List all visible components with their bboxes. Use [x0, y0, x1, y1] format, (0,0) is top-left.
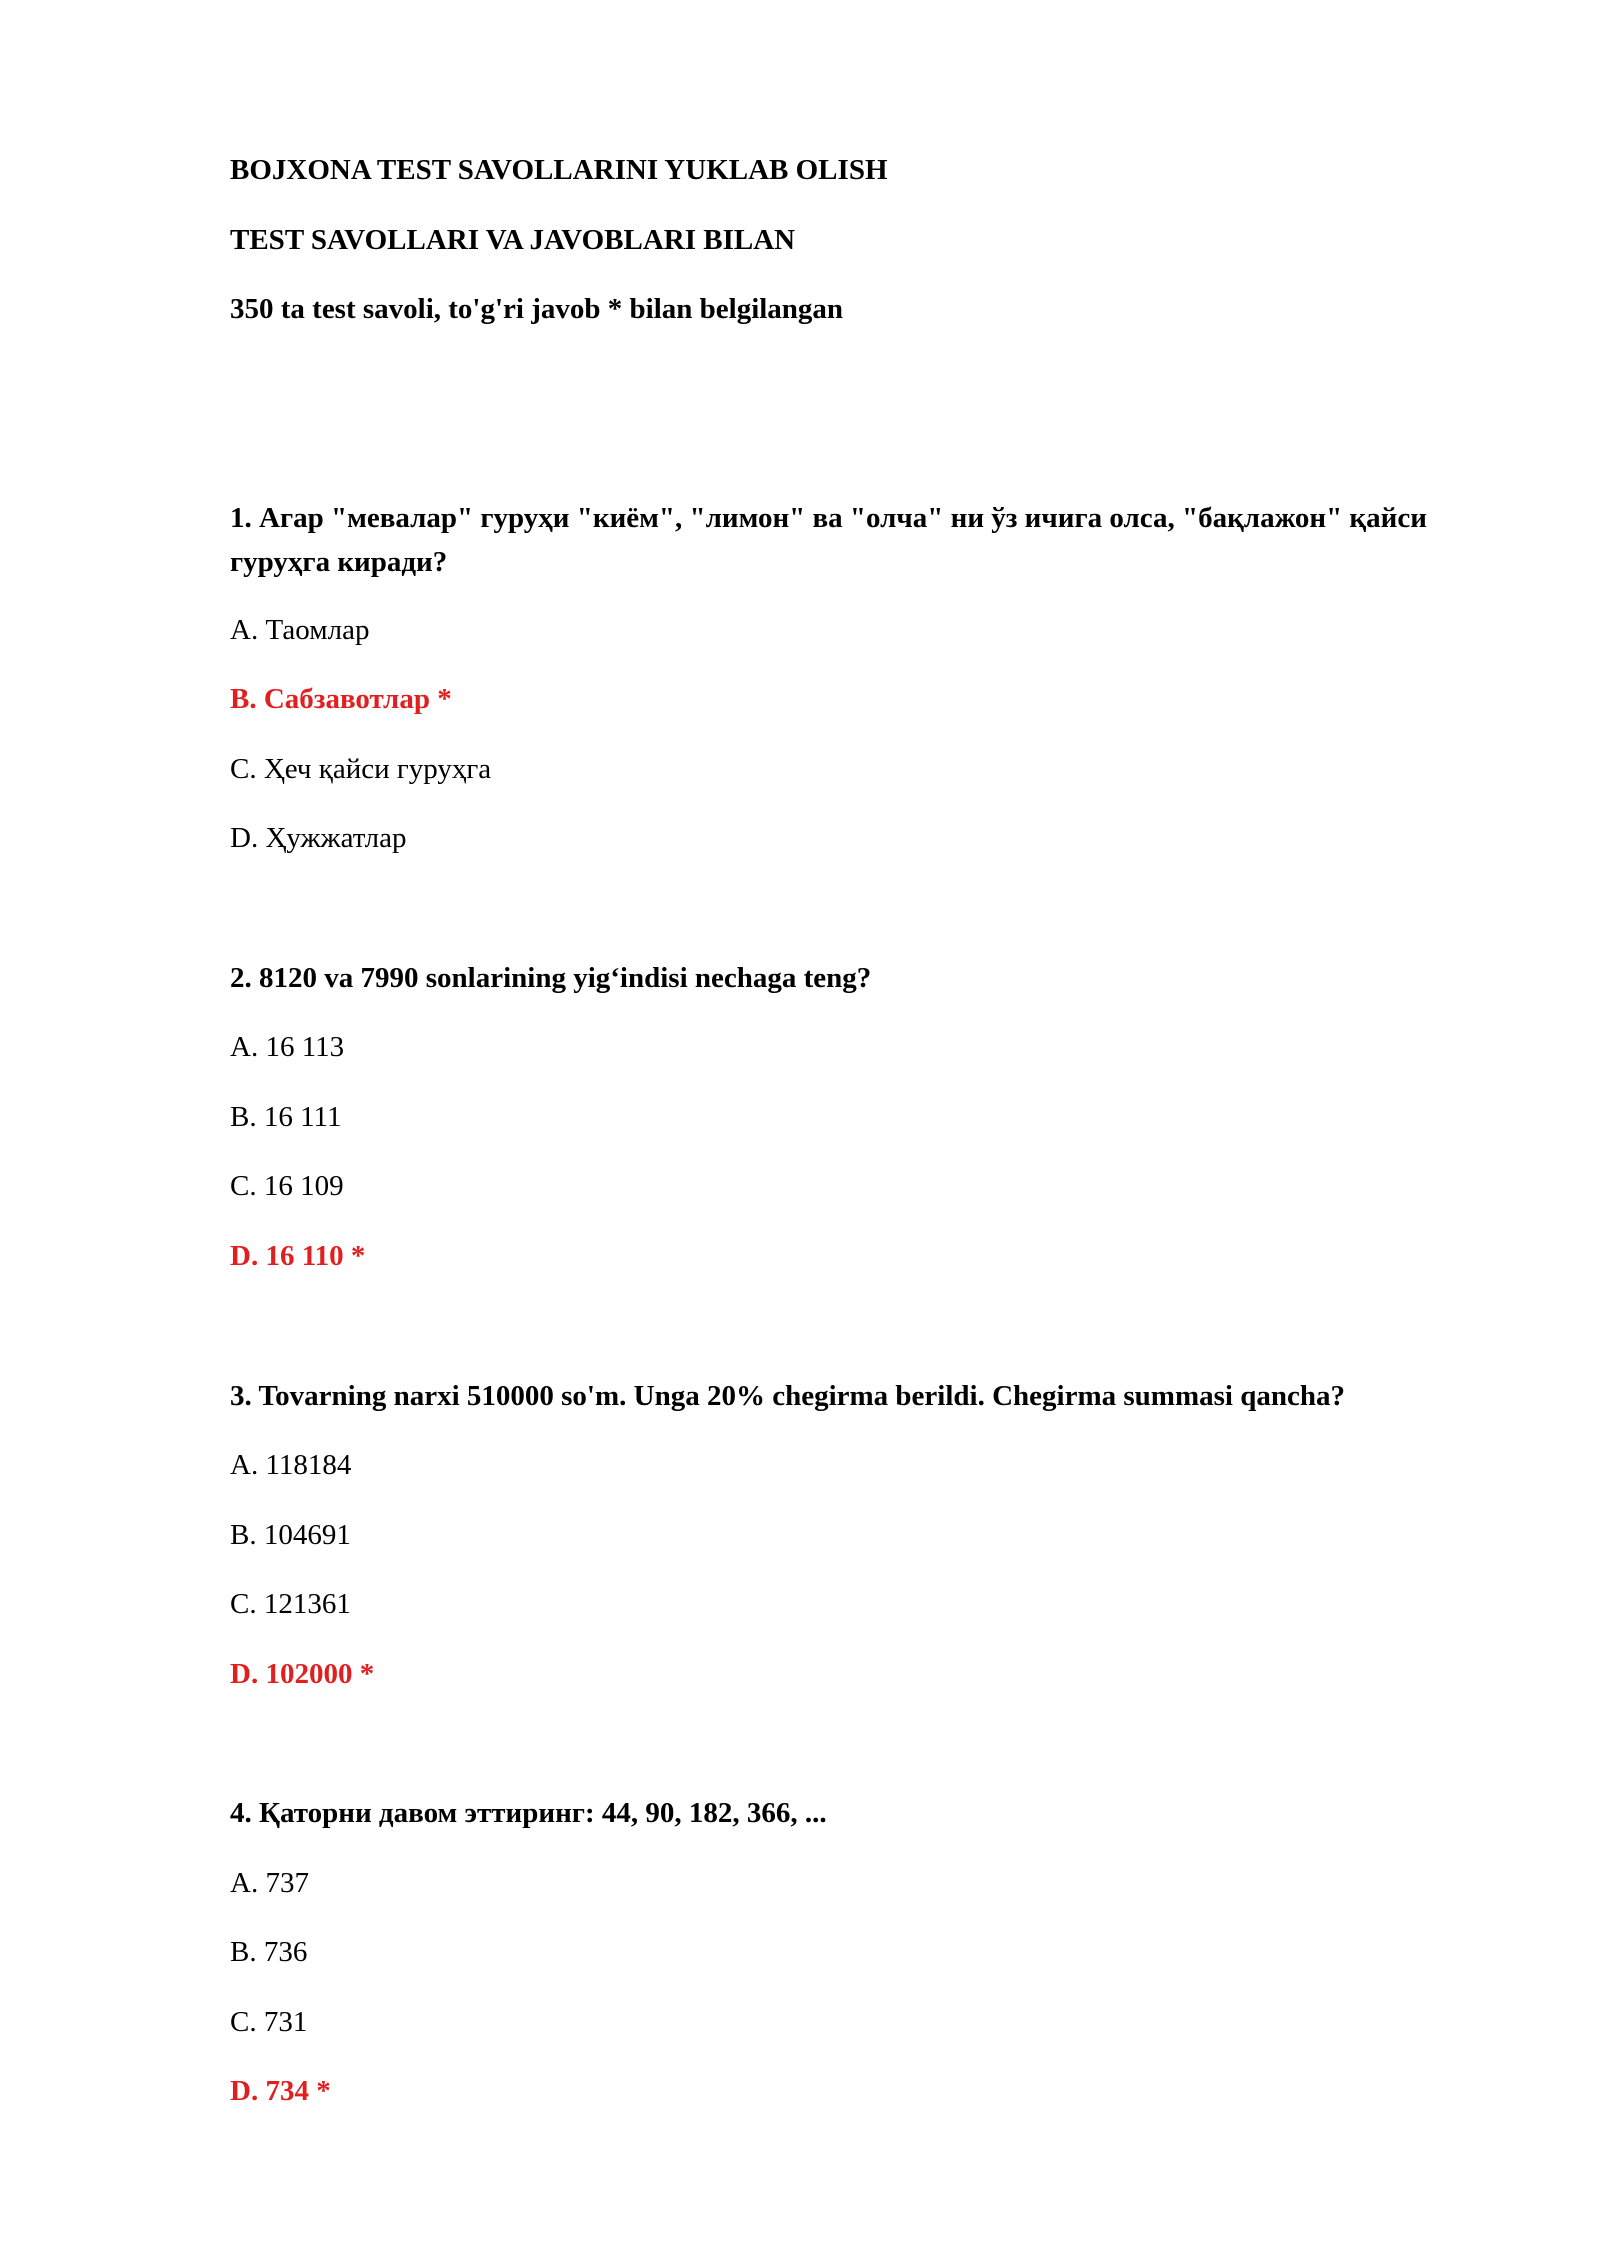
question-2-option-a: A. 16 113 — [230, 1031, 345, 1063]
question-3-text: 3. Tovarning narxi 510000 so'm. Unga 20% chegirma berildi. Chegirma summasi qancha? — [230, 1380, 1345, 1412]
question-2-option-d: D. 16 110 * — [230, 1240, 366, 1272]
question-4-option-a: A. 737 — [230, 1867, 309, 1899]
document-title: BOJXONA TEST SAVOLLARINI YUKLAB OLISH — [230, 154, 888, 186]
question-3-option-b: B. 104691 — [230, 1519, 351, 1551]
question-2-option-c: C. 16 109 — [230, 1170, 344, 1202]
question-3-option-c: C. 121361 — [230, 1588, 351, 1620]
question-4-option-d: D. 734 * — [230, 2075, 331, 2107]
question-1-option-a: A. Таомлар — [230, 614, 370, 646]
question-3-option-a: A. 118184 — [230, 1449, 352, 1481]
question-2-option-b: B. 16 111 — [230, 1101, 342, 1133]
question-2-text: 2. 8120 va 7990 sonlarining yig‘indisi nechaga teng? — [230, 962, 872, 994]
question-1-option-c: C. Ҳеч қайси гуруҳга — [230, 753, 492, 785]
question-4-option-c: C. 731 — [230, 2006, 308, 2038]
question-1-option-d: D. Ҳужжатлар — [230, 822, 407, 854]
question-4-text: 4. Қаторни давом эттиринг: 44, 90, 182, 366, ... — [230, 1797, 827, 1829]
question-1-text: 1. Агар "мевалар" гуруҳи "киём", "лимон" ва "олча" ни ўз ичига олса, "бақлажон" қайси гуруҳга киради? — [230, 502, 1427, 578]
question-1-option-b: B. Сабзавотлар * — [230, 683, 452, 715]
document-note: 350 ta test savoli, to'g'ri javob * bilan belgilangan — [230, 293, 844, 325]
document-subtitle: TEST SAVOLLARI VA JAVOBLARI BILAN — [230, 224, 796, 256]
question-4-option-b: B. 736 — [230, 1936, 308, 1968]
question-3-option-d: D. 102000 * — [230, 1658, 375, 1690]
